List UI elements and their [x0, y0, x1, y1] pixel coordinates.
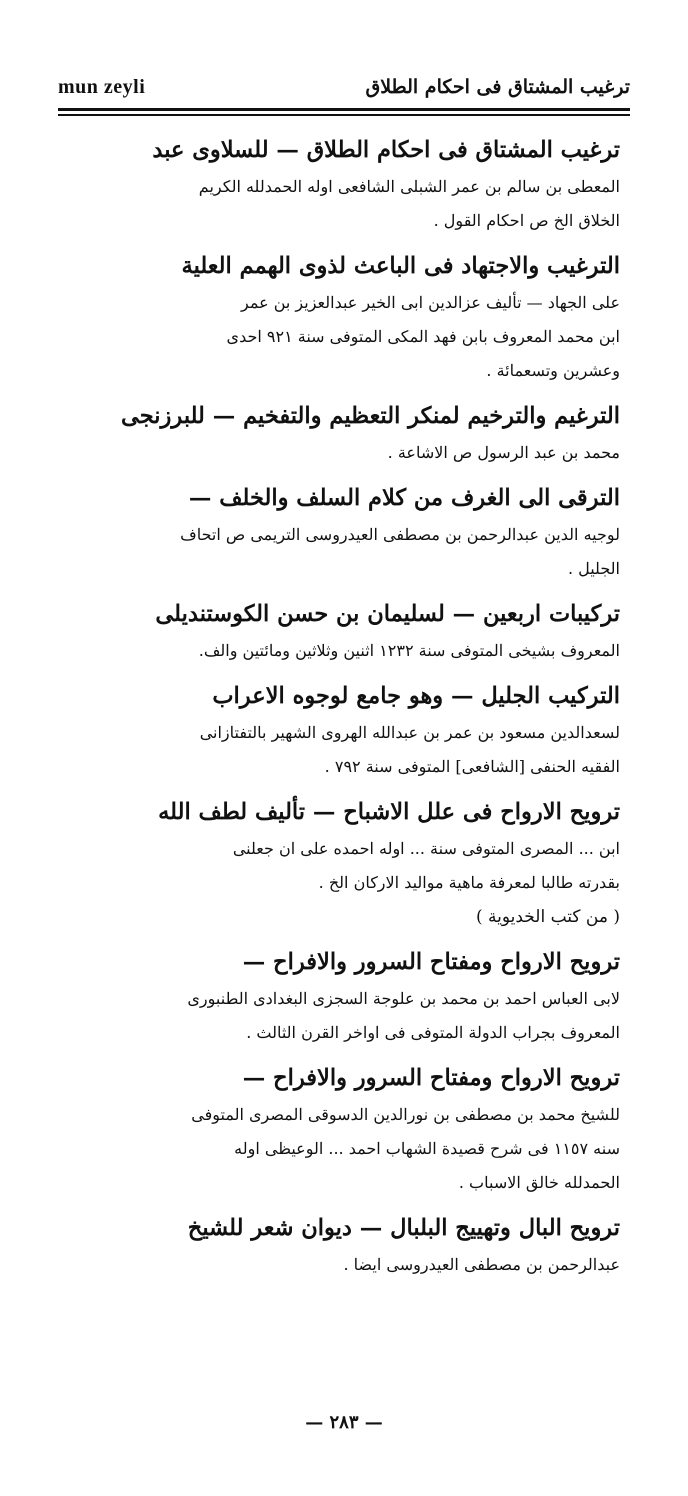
- header-rule-thin: [58, 114, 630, 116]
- entry-note: ( من كتب الخديوية ): [475, 907, 620, 927]
- entry-line: الحمدلله خالق الاسباب .: [458, 1173, 620, 1192]
- header-left: mun zeyli: [58, 76, 146, 98]
- entry-line: المعطى بن سالم بن عمر الشبلى الشافعى اوله الحمدلله الكريم: [198, 177, 620, 196]
- entry-line: على الجهاد — تأليف عزالدين ابى الخير عبدالعزيز بن عمر: [240, 293, 620, 312]
- entry-line: محمد بن عبد الرسول ص الاشاعة .: [387, 443, 620, 462]
- entry-line: الجليل .: [567, 559, 620, 578]
- entry-line: وعشرين وتسعمائة .: [486, 361, 620, 380]
- entry-line: سنه ١١٥٧ فى شرح قصيدة الشهاب احمد ... الوعيظى اوله: [234, 1139, 620, 1158]
- entry-line: لابى العباس احمد بن محمد بن علوجة السجزى البغدادى الطنبورى: [187, 989, 620, 1008]
- entry-line: بقدرته طالبا لمعرفة ماهية مواليد الاركان الخ .: [318, 873, 620, 892]
- running-header: [58, 76, 630, 102]
- bibliography-entry: [76, 792, 620, 934]
- bibliography-entry: [76, 676, 620, 784]
- entry-title: ترويح الارواح ومفتاح السرور والافراح —: [242, 949, 620, 975]
- entry-line: للشيخ محمد بن مصطفى بن نورالدين الدسوقى المصرى المتوفى: [191, 1105, 620, 1124]
- bibliography-entry: [76, 1208, 620, 1282]
- bibliography-entry: [76, 246, 620, 388]
- entry-line: عبدالرحمن بن مصطفى العيدروسى ايضا .: [343, 1255, 620, 1274]
- entry-title: الترقى الى الغرف من كلام السلف والخلف —: [188, 485, 620, 511]
- entries-list: [76, 130, 620, 1290]
- entry-line: الفقيه الحنفى [الشافعى] المتوفى سنة ٧٩٢ .: [324, 757, 620, 776]
- entry-title: ترويح الارواح فى علل الاشباح — تأليف لطف الله: [158, 799, 620, 825]
- entry-title: الترغيب والاجتهاد فى الباعث لذوى الهمم العلية: [181, 253, 620, 279]
- bibliography-entry: [76, 396, 620, 470]
- bibliography-entry: [76, 594, 620, 668]
- entry-title: ترويح الارواح ومفتاح السرور والافراح —: [242, 1065, 620, 1091]
- header-title: ترغيب المشتاق فى احكام الطلاق: [365, 76, 630, 98]
- entry-line: ابن محمد المعروف بابن فهد المكى المتوفى سنة ٩٢١ احدى: [226, 327, 620, 346]
- page-number: — ٢٨٣ —: [305, 1412, 383, 1433]
- bibliography-entry: [76, 942, 620, 1050]
- entry-line: ابن ... المصرى المتوفى سنة ... اوله احمده على ان جعلنى: [232, 839, 620, 858]
- entry-line: المعروف بشيخى المتوفى سنة ١٢٣٢ اثنين وثلاثين ومائتين والف.: [198, 641, 620, 660]
- bibliography-entry: [76, 478, 620, 586]
- entry-line: لوجيه الدين عبدالرحمن بن مصطفى العيدروسى التريمى ص اتحاف: [180, 525, 620, 544]
- entry-line: المعروف بجراب الدولة المتوفى فى اواخر القرن الثالث .: [246, 1023, 620, 1042]
- bibliography-entry: [76, 1058, 620, 1200]
- entry-title: تركيبات اربعين — لسليمان بن حسن الكوستنديلى: [155, 601, 620, 627]
- entry-line: لسعدالدين مسعود بن عمر بن عبدالله الهروى الشهير بالتفتازانى: [199, 723, 620, 742]
- entry-title: التركيب الجليل — وهو جامع لوجوه الاعراب: [212, 683, 620, 709]
- bibliography-entry: [76, 130, 620, 238]
- entry-title: ترغيب المشتاق فى احكام الطلاق — للسلاوى عبد: [152, 137, 620, 163]
- entry-title: ترويح البال وتهييج البلبال — ديوان شعر للشيخ: [187, 1215, 620, 1241]
- entry-title: الترغيم والترخيم لمنكر التعظيم والتفخيم — للبرزنجى: [121, 403, 620, 429]
- entry-line: الخلاق الخ ص احكام القول .: [433, 211, 620, 230]
- header-rule-thick: [58, 108, 630, 111]
